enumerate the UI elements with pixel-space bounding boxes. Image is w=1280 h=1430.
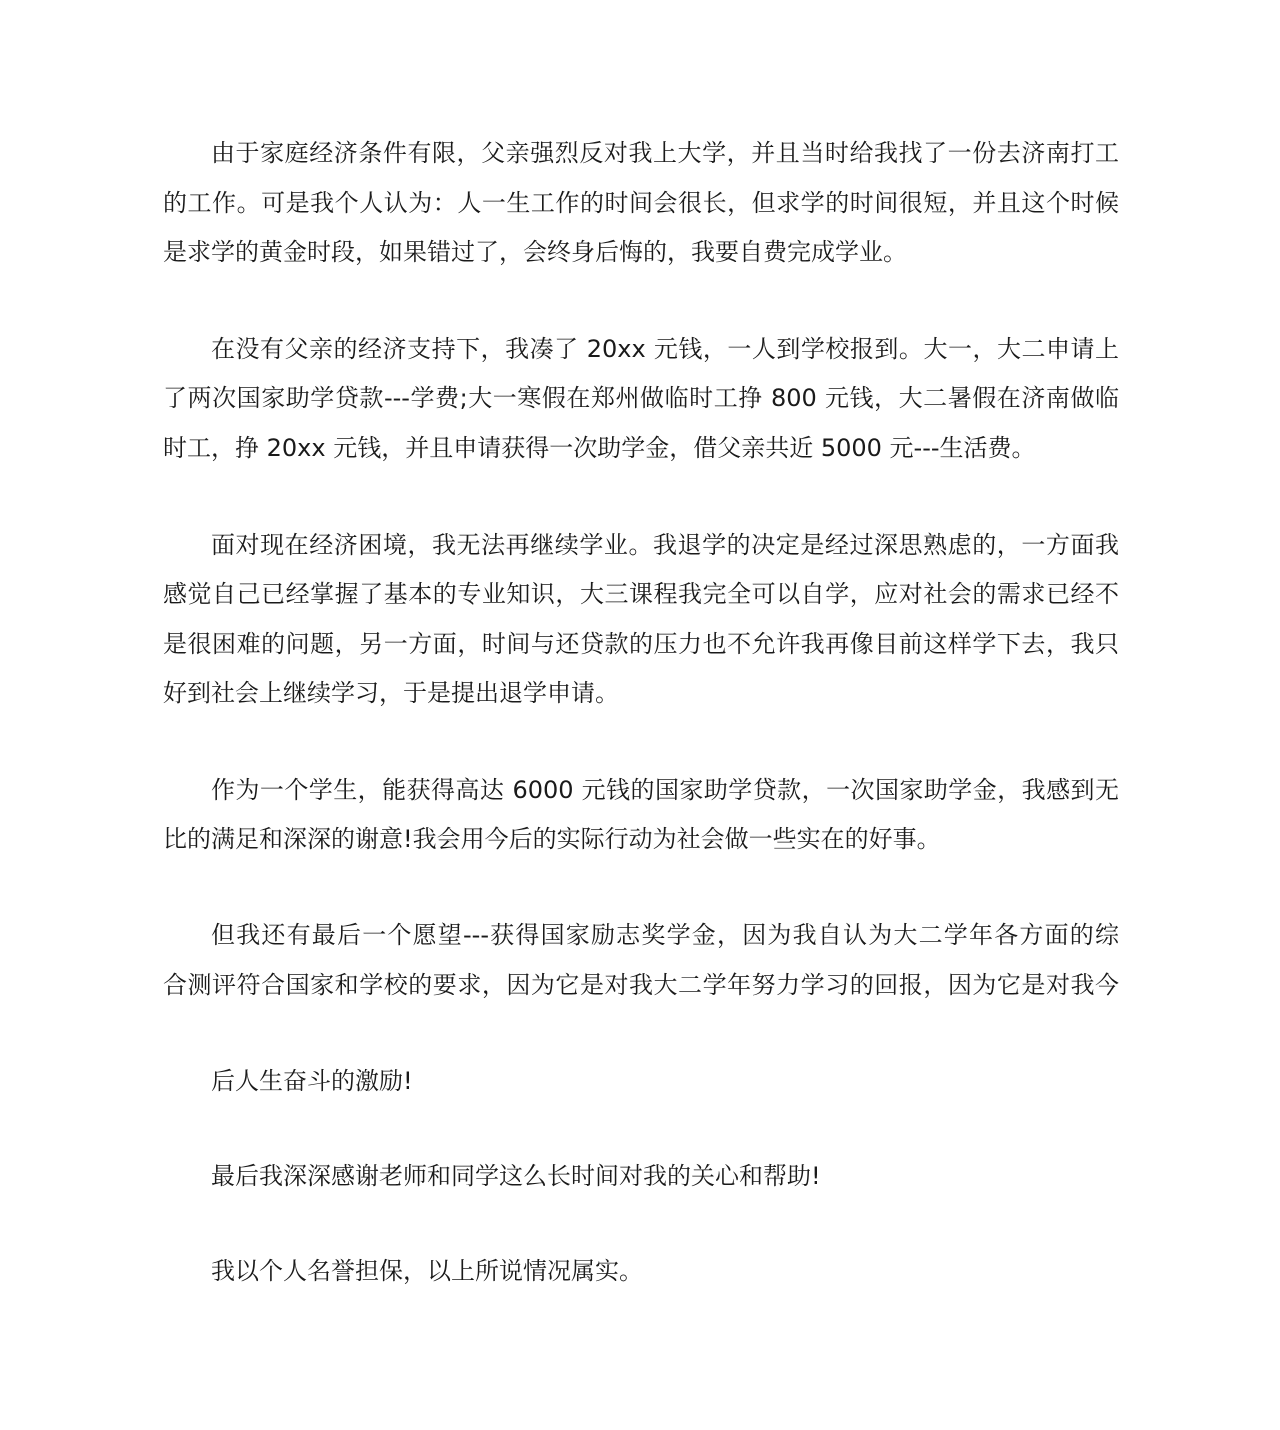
paragraph-5-line-2: 合测评符合国家和学校的要求，因为它是对我大二学年努力学习的回报，因为它是对我今 <box>163 971 1119 999</box>
paragraph-5-line-1: 但我还有最后一个愿望---获得国家励志奖学金，因为我自认为大二学年各方面的综 <box>211 921 1119 949</box>
paragraph-3-line-2: 感觉自己已经掌握了基本的专业知识，大三课程我完全可以自学，应对社会的需求已经不 <box>163 580 1119 608</box>
paragraph-2-line-1: 在没有父亲的经济支持下，我凑了 20xx 元钱，一人到学校报到。大一，大二申请上 <box>211 335 1119 363</box>
paragraph-3-line-1: 面对现在经济困境，我无法再继续学业。我退学的决定是经过深思熟虑的，一方面我 <box>211 531 1119 559</box>
paragraph-1-line-3: 是求学的黄金时段，如果错过了，会终身后悔的，我要自费完成学业。 <box>163 238 907 266</box>
paragraph-3-line-4: 好到社会上继续学习，于是提出退学申请。 <box>163 679 619 707</box>
paragraph-7-line-1: 最后我深深感谢老师和同学这么长时间对我的关心和帮助! <box>211 1162 821 1190</box>
paragraph-2-line-2: 了两次国家助学贷款---学费;大一寒假在郑州做临时工挣 800 元钱，大二暑假在济南做临 <box>163 384 1119 412</box>
paragraph-1-line-2: 的工作。可是我个人认为：人一生工作的时间会很长，但求学的时间很短，并且这个时候 <box>163 189 1119 217</box>
paragraph-6-line-1: 后人生奋斗的激励! <box>211 1067 413 1095</box>
paragraph-2-line-3: 时工，挣 20xx 元钱，并且申请获得一次助学金，借父亲共近 5000 元---生活费。 <box>163 434 1036 462</box>
paragraph-4-line-2: 比的满足和深深的谢意!我会用今后的实际行动为社会做一些实在的好事。 <box>163 825 941 853</box>
paragraph-4-line-1: 作为一个学生，能获得高达 6000 元钱的国家助学贷款，一次国家助学金，我感到无 <box>211 776 1119 804</box>
paragraph-1-line-1: 由于家庭经济条件有限，父亲强烈反对我上大学，并且当时给我找了一份去济南打工 <box>211 139 1119 167</box>
paragraph-3-line-3: 是很困难的问题，另一方面，时间与还贷款的压力也不允许我再像目前这样学下去，我只 <box>163 630 1119 658</box>
paragraph-8-line-1: 我以个人名誉担保，以上所说情况属实。 <box>211 1257 643 1285</box>
